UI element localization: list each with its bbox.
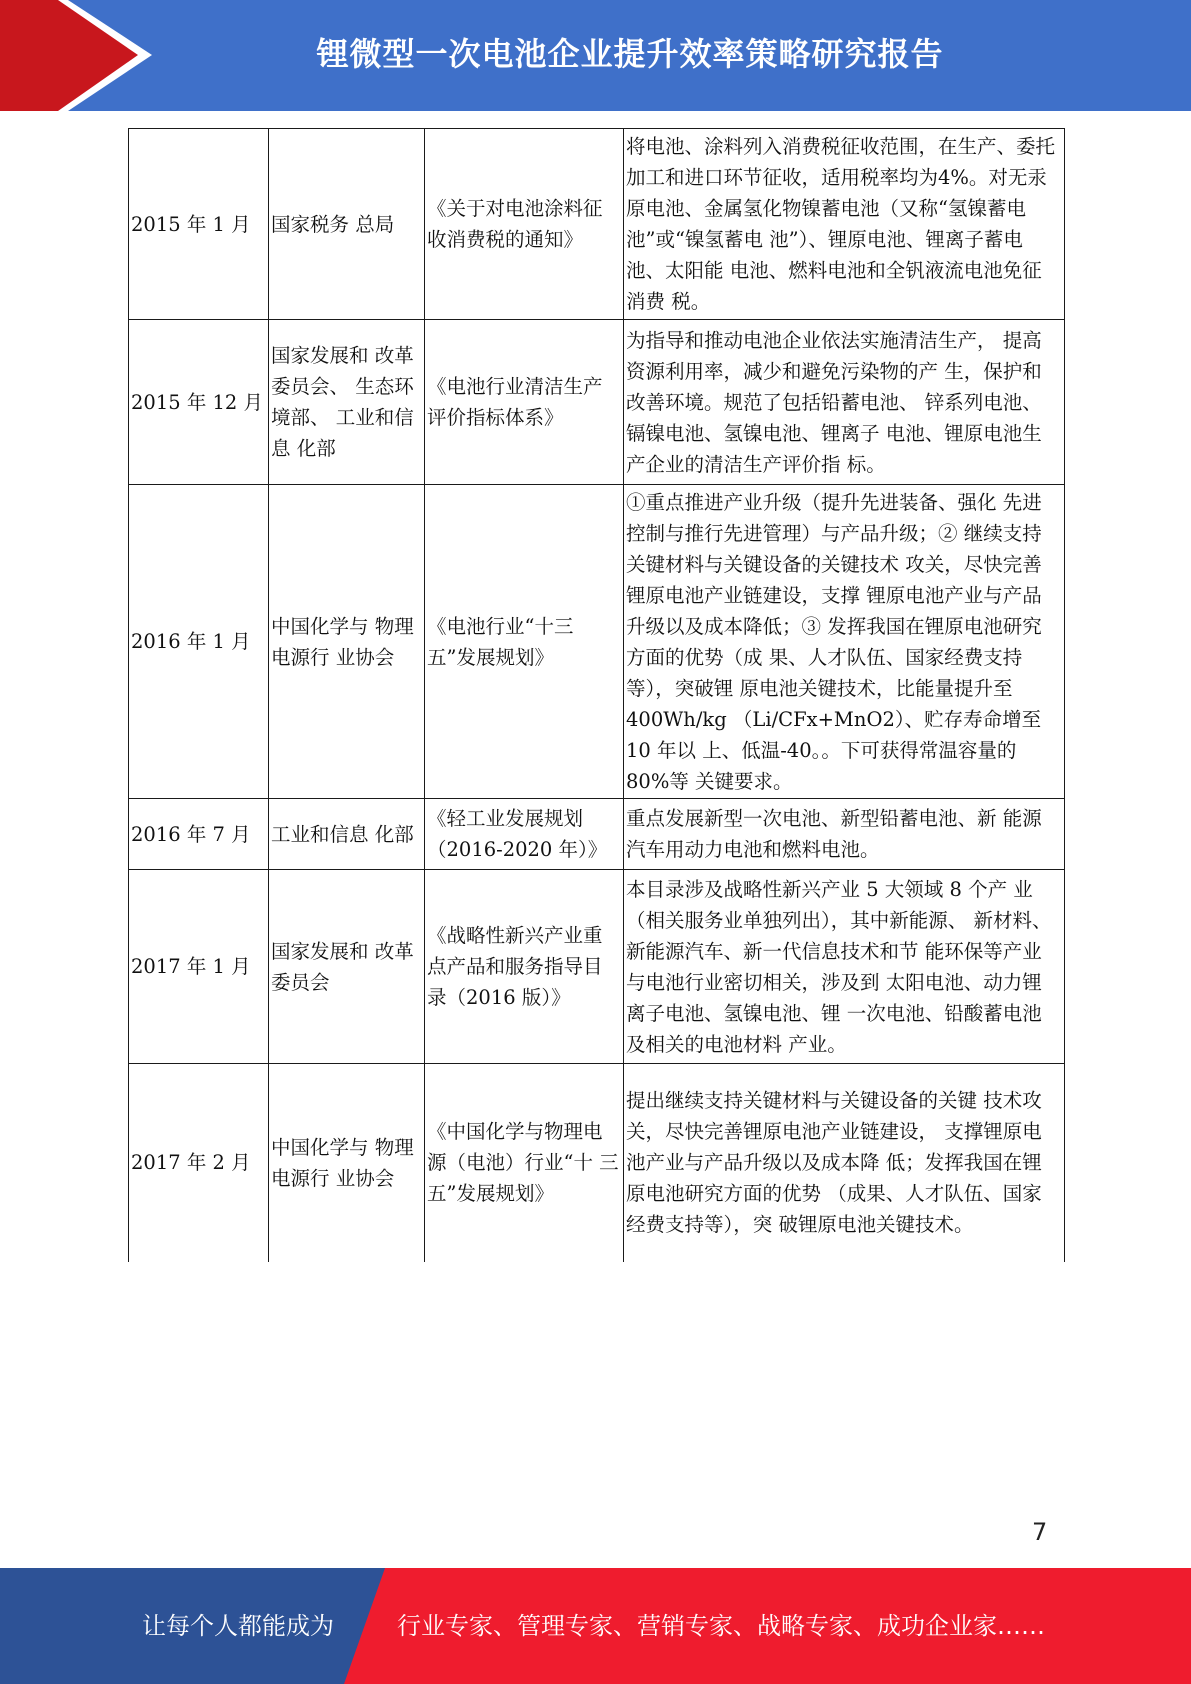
footer-slogan-right: 行业专家、管理专家、营销专家、战略专家、成功企业家…… <box>397 1612 1045 1640</box>
content-cell: 重点发展新型一次电池、新型铅蓄电池、新 能源汽车用动力电池和燃料电池。 <box>624 799 1065 870</box>
agency-cell: 中国化学与 物理电源行 业协会 <box>269 1064 425 1262</box>
table-row <box>129 320 1065 485</box>
content-cell: 本目录涉及战略性新兴产业 5 大领域 8 个产 业（相关服务业单独列出），其中新能源、 新材料、新能源汽车、新一代信息技术和节 能环保等产业与电池行业密切相关，涉及到 太阳电池、动力锂离子电池、氢镍电池、锂 一次电池、铅酸蓄电池及相关的电池材料 产业。 <box>624 870 1065 1064</box>
document-cell: 《关于对电池涂料征收消费税的通知》 <box>425 129 624 320</box>
page-header <box>0 0 1191 111</box>
date-cell: 2015 年 1 月 <box>129 129 269 320</box>
table-row <box>129 129 1065 320</box>
agency-cell: 国家发展和 改革委员会、 生态环境部、 工业和信息 化部 <box>269 320 425 485</box>
header-chevron-icon <box>0 0 138 111</box>
document-cell: 《电池行业清洁生产评价指标体系》 <box>425 320 624 485</box>
table-row <box>129 799 1065 870</box>
policy-table <box>128 128 1065 1262</box>
content-cell: 提出继续支持关键材料与关键设备的关键 技术攻关，尽快完善锂原电池产业链建设， 支撑锂原电池产业与产品升级以及成本降 低；发挥我国在锂原电池研究方面的优势 （成果、人才队伍、国家经费支持等），突 破锂原电池关键技术。 <box>624 1064 1065 1262</box>
agency-cell: 工业和信息 化部 <box>269 799 425 870</box>
date-cell: 2016 年 1 月 <box>129 485 269 799</box>
agency-cell: 国家发展和 改革委员会 <box>269 870 425 1064</box>
document-cell: 《电池行业“十三五”发展规划》 <box>425 485 624 799</box>
content-cell: 为指导和推动电池企业依法实施清洁生产， 提高资源利用率，减少和避免污染物的产 生，保护和改善环境。规范了包括铅蓄电池、 锌系列电池、镉镍电池、氢镍电池、锂离子 电池、锂原电池生产企业的清洁生产评价指 标。 <box>624 320 1065 485</box>
agency-cell: 中国化学与 物理电源行 业协会 <box>269 485 425 799</box>
table-row <box>129 485 1065 799</box>
document-cell: 《战略性新兴产业重点产品和服务指导目录（2016 版）》 <box>425 870 624 1064</box>
page-number: 7 <box>1032 1518 1048 1546</box>
agency-cell: 国家税务 总局 <box>269 129 425 320</box>
table-row <box>129 1064 1065 1262</box>
content-cell: ①重点推进产业升级（提升先进装备、强化 先进控制与推行先进管理）与产品升级；② 继续支持关键材料与关键设备的关键技术 攻关，尽快完善锂原电池产业链建设，支撑 锂原电池产业与产品升级以及成本降低；③ 发挥我国在锂原电池研究方面的优势（成 果、人才队伍、国家经费支持等），突破锂 原电池关键技术，比能量提升至 400Wh/kg （Li/CFx+MnO2）、贮存寿命增至 10 年以 上、低温-40。。下可获得常温容量的 80%等 关键要求。 <box>624 485 1065 799</box>
date-cell: 2015 年 12 月 <box>129 320 269 485</box>
document-cell: 《轻工业发展规划（2016-2020 年）》 <box>425 799 624 870</box>
report-title: 锂微型一次电池企业提升效率策略研究报告 <box>316 35 944 73</box>
content-cell: 将电池、涂料列入消费税征收范围，在生产、委托加工和进口环节征收，适用税率均为4%。对无汞原电池、金属氢化物镍蓄电池（又称“氢镍蓄电池”或“镍氢蓄电 池”）、锂原电池、锂离子蓄电池、太阳能 电池、燃料电池和全钒液流电池免征消费 税。 <box>624 129 1065 320</box>
page-footer <box>0 1568 1191 1684</box>
table-row <box>129 870 1065 1064</box>
date-cell: 2017 年 1 月 <box>129 870 269 1064</box>
date-cell: 2017 年 2 月 <box>129 1064 269 1262</box>
footer-slogan-left: 让每个人都能成为 <box>142 1612 334 1640</box>
document-cell: 《中国化学与物理电源（电池）行业“十 三五”发展规划》 <box>425 1064 624 1262</box>
date-cell: 2016 年 7 月 <box>129 799 269 870</box>
